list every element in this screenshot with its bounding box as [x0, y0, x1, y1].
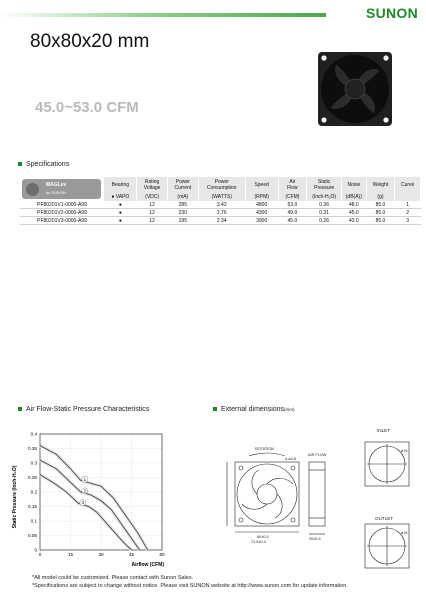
cell-pressure: 0.26: [307, 217, 342, 225]
cell-noise: 43.0: [342, 217, 367, 225]
chart-line-series-3: [40, 475, 132, 550]
unit-weight: (g): [366, 192, 395, 201]
cell-weight: 85.0: [366, 217, 395, 225]
col-current: Power Current: [167, 177, 198, 192]
cell-current: 230: [167, 209, 198, 217]
cell-speed: 4800: [245, 201, 278, 209]
cell-bearing: ●: [104, 209, 137, 217]
cell-pressure: 0.31: [307, 209, 342, 217]
chart-y-tick-label: 0.05: [28, 533, 37, 539]
chart-y-tick-label: 0.2: [30, 489, 37, 495]
outlet-diameter-label: ø76: [401, 531, 408, 535]
chart-y-tick-label: 0.25: [28, 475, 37, 481]
unit-pressure: (Inch-H₂O): [307, 192, 342, 201]
cell-curve: 2: [395, 209, 421, 217]
maglev-badge: [22, 179, 101, 199]
chart-x-tick-label: 45: [128, 552, 135, 557]
cell-airflow: 49.0: [278, 209, 307, 217]
cell-curve: 1: [395, 201, 421, 209]
bullet-square-icon: [18, 407, 22, 411]
chart-y-tick-label: 0.4: [30, 431, 37, 437]
cell-speed: 4300: [245, 209, 278, 217]
cell-airflow: 45.0: [278, 217, 307, 225]
col-noise: Noise: [342, 177, 367, 192]
bullet-square-icon: [213, 407, 217, 411]
chart-x-tick-label: 15: [67, 552, 74, 557]
chart-band-3: [40, 475, 132, 550]
note-line-2: *Specifications are subject to change without notice. Please visit SUNON website at http://www.sunon.com for update information.: [32, 583, 348, 589]
inlet-diameter-label: ø76: [401, 449, 408, 453]
chart-y-tick-label: 0.35: [28, 446, 37, 452]
chart-grid: [40, 434, 162, 550]
outlet-label: OUTLET: [375, 516, 394, 521]
cfm-range: 45.0~53.0 CFM: [35, 99, 139, 116]
spec-table-container: [20, 177, 421, 225]
pressure-airflow-chart: [10, 422, 170, 570]
chart-y-tick-label: 0: [34, 547, 37, 553]
fan-product-image: [316, 50, 394, 128]
unit-bearing: ● VAPO: [104, 192, 137, 201]
front-view-frame: [235, 462, 299, 526]
chart-y-axis-label: Static Pressure (Inch-H₂O): [12, 465, 18, 529]
brand-logo: SUNON: [365, 5, 418, 21]
maglev-emblem-icon: [26, 183, 39, 196]
cell-power: 2.34: [198, 217, 245, 225]
dim-rotation-label: ROTATION: [255, 447, 275, 451]
cell-weight: 85.0: [366, 201, 395, 209]
cell-noise: 48.0: [342, 201, 367, 209]
cell-airflow: 53.0: [278, 201, 307, 209]
unit-noise: (dB(A)): [342, 192, 367, 201]
chart-x-tick-label: 60: [159, 552, 165, 557]
chart-line-series-2: [40, 460, 140, 550]
dim-depth-label: 20±0.5: [309, 537, 321, 541]
col-curve: Curve: [395, 177, 421, 192]
col-speed: Speed: [245, 177, 278, 192]
note-line-1: *All model could be customized. Please contact with Sunon Sales.: [32, 575, 194, 581]
unit-speed: (RPM): [245, 192, 278, 201]
cell-current: 285: [167, 201, 198, 209]
chart-x-tick-label: 30: [98, 552, 104, 557]
cell-model: PF80201V1-0000-A99: [20, 201, 104, 209]
table-row: [20, 209, 421, 217]
col-power: Power Consumption: [198, 177, 245, 192]
badge-top-text: MAGLev: [46, 182, 67, 188]
chart-y-tick-label: 0.15: [28, 504, 37, 510]
badge-bottom-text: by SUNON: [46, 190, 66, 195]
cell-bearing: ●: [104, 201, 137, 209]
unit-curve: [395, 192, 421, 201]
chart-band-2: [40, 460, 140, 550]
col-pressure: Static Pressure: [307, 177, 342, 192]
bullet-square-icon: [18, 162, 22, 166]
chart-series-label: 3: [81, 500, 85, 506]
dim-screw-label: 4-ø4.5: [285, 457, 296, 461]
cell-noise: 45.0: [342, 209, 367, 217]
unit-airflow: (CFM): [278, 192, 307, 201]
chart-series-label: 1: [83, 476, 87, 482]
page-title: 80x80x20 mm: [30, 31, 150, 52]
col-voltage: Rating Voltage: [137, 177, 168, 192]
cell-voltage: 12: [137, 209, 168, 217]
chart-y-tick-label: 0.3: [30, 460, 37, 466]
cell-power: 3.42: [198, 201, 245, 209]
chart-y-tick-labels: [28, 432, 37, 553]
dims-heading: External dimensions(mm): [213, 406, 295, 413]
side-view-frame: [309, 462, 325, 526]
inlet-label: INLET: [377, 428, 391, 433]
header-bar: [0, 0, 426, 20]
unit-current: (mA): [167, 192, 198, 201]
cell-bearing: ●: [104, 217, 137, 225]
cell-voltage: 12: [137, 201, 168, 209]
cell-curve: 3: [395, 217, 421, 225]
unit-voltage: (VDC): [137, 192, 168, 201]
dimensions-drawing: [205, 420, 420, 580]
cell-power: 2.76: [198, 209, 245, 217]
chart-y-tick-label: 0.1: [30, 518, 37, 524]
header-stripe: [0, 13, 326, 17]
cell-speed: 3900: [245, 217, 278, 225]
maglev-badge-cell: [20, 177, 104, 201]
dim-pitch-label: 71.5±0.3: [251, 540, 266, 544]
cell-weight: 85.0: [366, 209, 395, 217]
col-weight: Weight: [366, 177, 395, 192]
table-row: [20, 201, 421, 209]
specifications-heading: Specifications: [18, 161, 69, 168]
spec-table: [20, 177, 421, 225]
cell-model: PF80201V2-0000-A99: [20, 209, 104, 217]
chart-series-label: 2: [83, 488, 87, 494]
cell-pressure: 0.36: [307, 201, 342, 209]
cell-current: 195: [167, 217, 198, 225]
table-row: [20, 217, 421, 225]
chart-x-tick-labels: [39, 552, 165, 557]
unit-power: (WATTS): [198, 192, 245, 201]
chart-x-tick-label: 0: [38, 552, 42, 557]
col-bearing: Bearing: [104, 177, 137, 192]
dim-airflow-label: AIR FLOW: [308, 453, 327, 457]
curve-heading: Air Flow-Static Pressure Characteristics: [18, 406, 149, 413]
cell-voltage: 12: [137, 217, 168, 225]
col-airflow: Air Flow: [278, 177, 307, 192]
chart-x-axis-label: Airflow (CFM): [131, 562, 164, 568]
cell-model: PF80201V3-0000-A99: [20, 217, 104, 225]
dim-width-label: 80±0.5: [257, 535, 269, 539]
